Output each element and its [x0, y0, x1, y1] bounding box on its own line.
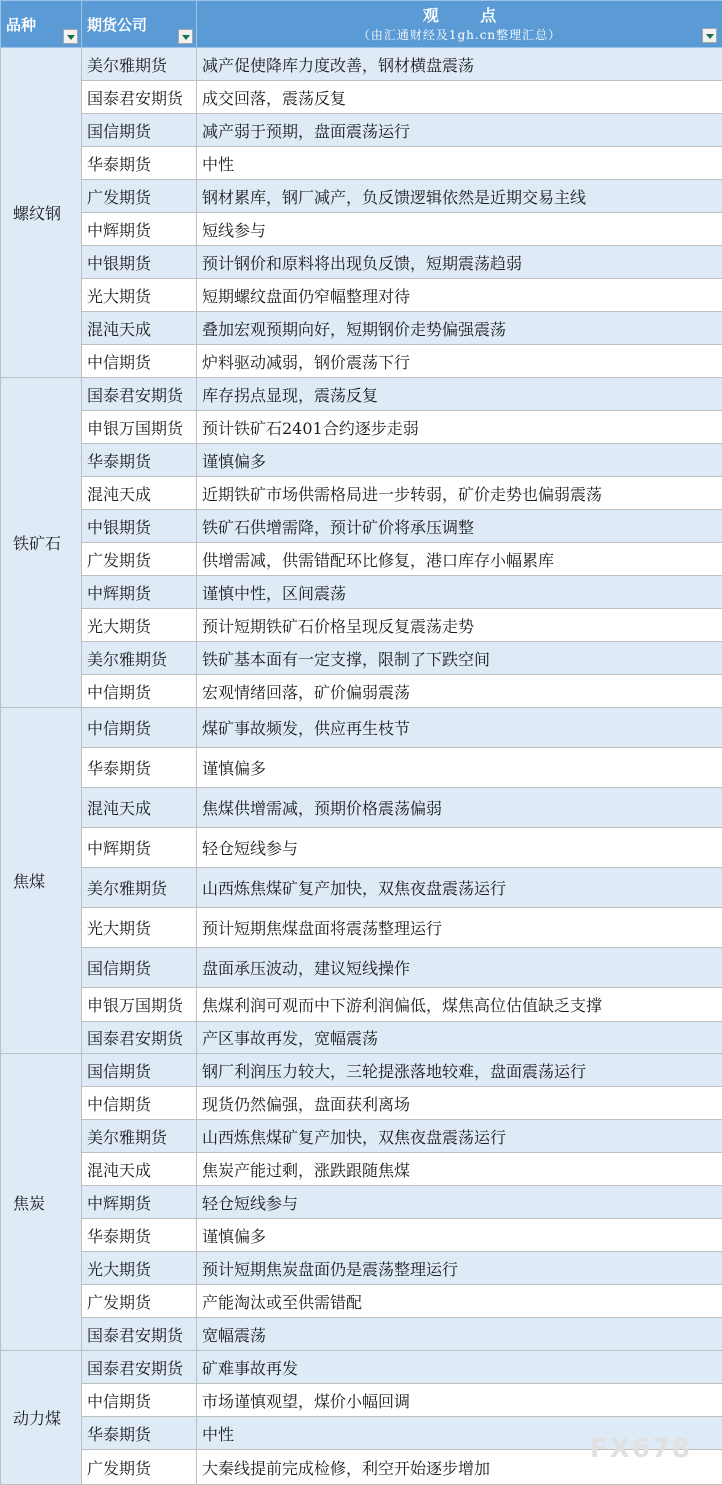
- company-cell: 广发期货: [82, 1285, 197, 1318]
- view-cell: 炉料驱动减弱，钢价震荡下行: [197, 345, 722, 378]
- table-row: [1, 948, 722, 988]
- table-row: [1, 411, 722, 444]
- view-cell: 中性: [197, 1417, 722, 1450]
- watermark-logo: FX678: [590, 1434, 692, 1464]
- view-cell: 短线参与: [197, 213, 722, 246]
- view-cell: 近期铁矿市场供需格局进一步转弱，矿价走势也偏弱震荡: [197, 477, 722, 510]
- view-cell: 轻仓短线参与: [197, 1186, 722, 1219]
- view-cell: 减产弱于预期，盘面震荡运行: [197, 114, 722, 147]
- company-cell: 国泰君安期货: [82, 1022, 197, 1054]
- header-view: [197, 1, 722, 48]
- view-cell: 预计短期焦煤盘面将震荡整理运行: [197, 908, 722, 948]
- company-cell: 国泰君安期货: [82, 1318, 197, 1351]
- view-cell: 库存拐点显现，震荡反复: [197, 378, 722, 411]
- header-variety-label: 品种: [6, 16, 36, 34]
- view-cell: 成交回落，震荡反复: [197, 81, 722, 114]
- company-cell: 国泰君安期货: [82, 81, 197, 114]
- company-cell: 美尔雅期货: [82, 48, 197, 81]
- company-cell: 华泰期货: [82, 444, 197, 477]
- company-cell: 华泰期货: [82, 1219, 197, 1252]
- view-cell: 焦炭产能过剩，涨跌跟随焦煤: [197, 1153, 722, 1186]
- view-cell: 矿难事故再发: [197, 1351, 722, 1384]
- company-cell: 广发期货: [82, 1450, 197, 1485]
- variety-cell: 焦煤: [1, 708, 82, 1054]
- table-row: [1, 1219, 722, 1252]
- company-cell: 中信期货: [82, 345, 197, 378]
- table-row: [1, 1186, 722, 1219]
- company-cell: 光大期货: [82, 908, 197, 948]
- table-row: [1, 279, 722, 312]
- table-row: [1, 477, 722, 510]
- table-row: [1, 114, 722, 147]
- company-cell: 国信期货: [82, 114, 197, 147]
- table-row: [1, 147, 722, 180]
- company-cell: 光大期货: [82, 609, 197, 642]
- table-row: [1, 1022, 722, 1054]
- table-row: [1, 788, 722, 828]
- table-row: [1, 213, 722, 246]
- view-cell: 轻仓短线参与: [197, 828, 722, 868]
- table-row: [1, 988, 722, 1022]
- view-cell: 谨慎偏多: [197, 748, 722, 788]
- company-cell: 美尔雅期货: [82, 642, 197, 675]
- company-cell: 中信期货: [82, 708, 197, 748]
- view-cell: 宽幅震荡: [197, 1318, 722, 1351]
- view-cell: 预计短期焦炭盘面仍是震荡整理运行: [197, 1252, 722, 1285]
- table-row: [1, 642, 722, 675]
- view-cell: 叠加宏观预期向好，短期钢价走势偏强震荡: [197, 312, 722, 345]
- table-row: [1, 1285, 722, 1318]
- table-row: [1, 48, 722, 81]
- view-cell: 预计钢价和原料将出现负反馈，短期震荡趋弱: [197, 246, 722, 279]
- company-cell: 光大期货: [82, 1252, 197, 1285]
- view-cell: 焦煤供增需减，预期价格震荡偏弱: [197, 788, 722, 828]
- view-cell: 谨慎偏多: [197, 444, 722, 477]
- table-row: [1, 1120, 722, 1153]
- view-cell: 钢材累库，钢厂减产，负反馈逻辑依然是近期交易主线: [197, 180, 722, 213]
- view-cell: 铁矿基本面有一定支撑，限制了下跌空间: [197, 642, 722, 675]
- table-row: [1, 1384, 722, 1417]
- table-row: [1, 576, 722, 609]
- header-row: [1, 1, 722, 48]
- table-row: [1, 345, 722, 378]
- table-row: [1, 828, 722, 868]
- variety-cell: 螺纹钢: [1, 48, 82, 378]
- view-cell: 大秦线提前完成检修，利空开始逐步增加: [197, 1450, 722, 1485]
- company-cell: 美尔雅期货: [82, 1120, 197, 1153]
- company-cell: 申银万国期货: [82, 988, 197, 1022]
- table-row: [1, 1318, 722, 1351]
- company-cell: 华泰期货: [82, 748, 197, 788]
- company-cell: 广发期货: [82, 180, 197, 213]
- table-row: [1, 1351, 722, 1384]
- table-row: [1, 868, 722, 908]
- variety-cell: 焦炭: [1, 1054, 82, 1351]
- company-cell: 国泰君安期货: [82, 378, 197, 411]
- view-cell: 山西炼焦煤矿复产加快，双焦夜盘震荡运行: [197, 1120, 722, 1153]
- company-cell: 混沌天成: [82, 477, 197, 510]
- view-cell: 煤矿事故频发，供应再生枝节: [197, 708, 722, 748]
- table-row: [1, 675, 722, 708]
- view-cell: 谨慎中性，区间震荡: [197, 576, 722, 609]
- company-cell: 国泰君安期货: [82, 1351, 197, 1384]
- table-row: [1, 543, 722, 576]
- company-cell: 国信期货: [82, 1054, 197, 1087]
- table-row: [1, 1153, 722, 1186]
- view-cell: 供增需减，供需错配环比修复，港口库存小幅累库: [197, 543, 722, 576]
- table-row: [1, 312, 722, 345]
- company-cell: 华泰期货: [82, 147, 197, 180]
- table-row: [1, 444, 722, 477]
- view-cell: 产能淘汰或至供需错配: [197, 1285, 722, 1318]
- company-cell: 中辉期货: [82, 213, 197, 246]
- table-row: [1, 1252, 722, 1285]
- view-cell: 钢厂利润压力较大，三轮提涨落地较难，盘面震荡运行: [197, 1054, 722, 1087]
- header-company-label: 期货公司: [87, 16, 147, 34]
- table-row: [1, 708, 722, 748]
- view-cell: 现货仍然偏强，盘面获利离场: [197, 1087, 722, 1120]
- view-cell: 山西炼焦煤矿复产加快，双焦夜盘震荡运行: [197, 868, 722, 908]
- table-row: [1, 748, 722, 788]
- table-row: [1, 1054, 722, 1087]
- view-cell: 市场谨慎观望，煤价小幅回调: [197, 1384, 722, 1417]
- company-cell: 申银万国期货: [82, 411, 197, 444]
- view-cell: 谨慎偏多: [197, 1219, 722, 1252]
- view-cell: 中性: [197, 147, 722, 180]
- company-cell: 中信期货: [82, 1087, 197, 1120]
- company-cell: 中信期货: [82, 1384, 197, 1417]
- table-row: [1, 609, 722, 642]
- chevron-down-icon[interactable]: [178, 29, 193, 44]
- header-company: [82, 1, 197, 48]
- table-row: [1, 81, 722, 114]
- table-row: [1, 510, 722, 543]
- company-cell: 中辉期货: [82, 828, 197, 868]
- chevron-down-icon[interactable]: [63, 29, 78, 44]
- company-cell: 中信期货: [82, 675, 197, 708]
- company-cell: 混沌天成: [82, 1153, 197, 1186]
- company-cell: 广发期货: [82, 543, 197, 576]
- table-row: [1, 1087, 722, 1120]
- company-cell: 国信期货: [82, 948, 197, 988]
- company-cell: 中银期货: [82, 246, 197, 279]
- company-cell: 混沌天成: [82, 788, 197, 828]
- view-cell: 焦煤利润可观而中下游利润偏低，煤焦高位估值缺乏支撑: [197, 988, 722, 1022]
- view-cell: 减产促使降库力度改善，钢材横盘震荡: [197, 48, 722, 81]
- view-cell: 短期螺纹盘面仍窄幅整理对待: [197, 279, 722, 312]
- company-cell: 中银期货: [82, 510, 197, 543]
- header-view-title: 观 点: [197, 5, 722, 27]
- table-row: [1, 180, 722, 213]
- company-cell: 中辉期货: [82, 1186, 197, 1219]
- filter-icon[interactable]: [702, 28, 717, 43]
- company-cell: 美尔雅期货: [82, 868, 197, 908]
- variety-cell: 动力煤: [1, 1351, 82, 1485]
- table-body: [1, 48, 722, 1485]
- header-view-subtitle: （由汇通财经及1gh.cn整理汇总）: [197, 27, 722, 43]
- company-cell: 中辉期货: [82, 576, 197, 609]
- variety-cell: 铁矿石: [1, 378, 82, 708]
- view-cell: 宏观情绪回落，矿价偏弱震荡: [197, 675, 722, 708]
- company-cell: 混沌天成: [82, 312, 197, 345]
- view-cell: 盘面承压波动，建议短线操作: [197, 948, 722, 988]
- company-cell: 光大期货: [82, 279, 197, 312]
- company-cell: 华泰期货: [82, 1417, 197, 1450]
- view-cell: 产区事故再发，宽幅震荡: [197, 1022, 722, 1054]
- table-row: [1, 908, 722, 948]
- table-row: [1, 246, 722, 279]
- view-cell: 预计短期铁矿石价格呈现反复震荡走势: [197, 609, 722, 642]
- table-row: [1, 378, 722, 411]
- view-cell: 预计铁矿石2401合约逐步走弱: [197, 411, 722, 444]
- header-variety: [1, 1, 82, 48]
- view-cell: 铁矿石供增需降，预计矿价将承压调整: [197, 510, 722, 543]
